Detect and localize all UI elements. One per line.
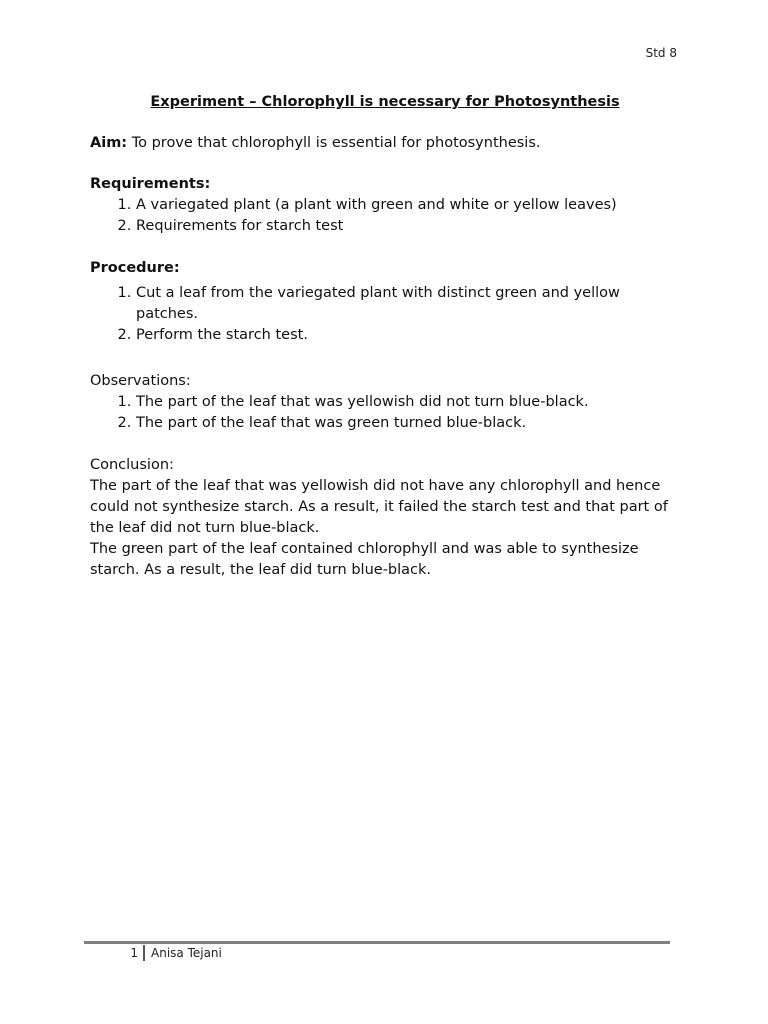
procedure-heading: Procedure: bbox=[90, 260, 180, 276]
aim-section bbox=[90, 133, 680, 154]
footer-separator bbox=[143, 945, 145, 961]
observations-heading: Observations: bbox=[90, 373, 191, 389]
procedure-section bbox=[90, 258, 680, 346]
observations-section bbox=[90, 371, 680, 434]
list-item: 2. Perform the starch test. bbox=[136, 325, 680, 346]
document-title: Experiment – Chlorophyll is necessary for Photosynthesis bbox=[150, 94, 620, 110]
conclusion-section bbox=[90, 455, 680, 581]
list-item: 1. Cut a leaf from the variegated plant with distinct green and yellow patches. bbox=[136, 283, 680, 325]
conclusion-paragraph: The green part of the leaf contained chlorophyll and was able to synthesize starch. As a result, the leaf did turn blue-black. bbox=[90, 541, 639, 578]
aim-label: Aim: bbox=[90, 135, 128, 151]
conclusion-paragraph: The part of the leaf that was yellowish did not have any chlorophyll and hence could not synthesize starch. As a result, it failed the starch test and that part of the leaf did not turn blue-black. bbox=[90, 478, 668, 536]
footer-divider bbox=[84, 941, 670, 944]
list-item: 1. The part of the leaf that was yellowish did not turn blue-black. bbox=[136, 392, 680, 413]
page-footer bbox=[84, 945, 222, 961]
list-item: 1. A variegated plant (a plant with green and white or yellow leaves) bbox=[136, 195, 680, 216]
requirements-heading: Requirements: bbox=[90, 176, 211, 192]
conclusion-heading: Conclusion: bbox=[90, 457, 174, 473]
requirements-section bbox=[90, 174, 680, 237]
list-item: 2. Requirements for starch test bbox=[136, 216, 680, 237]
page-number: 1 bbox=[130, 946, 138, 960]
footer-author: Anisa Tejani bbox=[151, 946, 222, 960]
list-item: 2. The part of the leaf that was green turned blue-black. bbox=[136, 413, 680, 434]
aim-text: To prove that chlorophyll is essential for photosynthesis. bbox=[127, 135, 541, 151]
class-label: Std 8 bbox=[645, 46, 677, 60]
requirements-list bbox=[90, 195, 680, 237]
observations-list bbox=[90, 392, 680, 434]
procedure-list bbox=[90, 283, 680, 346]
document-body bbox=[90, 92, 680, 602]
